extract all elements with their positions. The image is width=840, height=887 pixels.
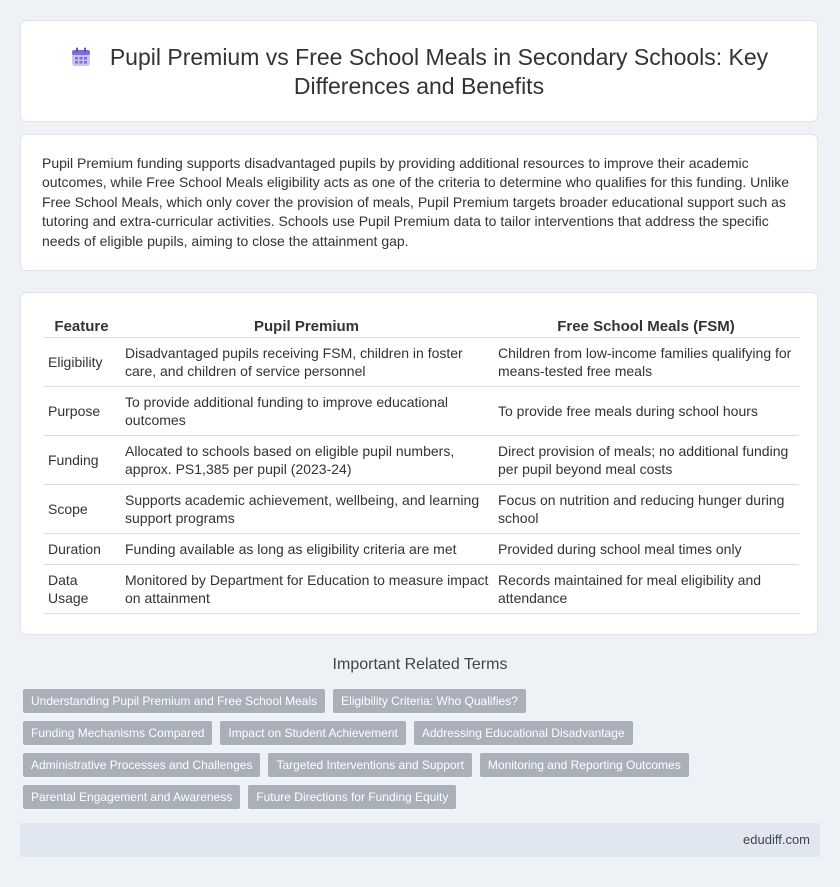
header-pupil-premium: Pupil Premium: [120, 315, 493, 338]
row-feature: Eligibility: [43, 338, 120, 387]
related-terms-list: [23, 689, 713, 809]
related-term-tag[interactable]: Targeted Interventions and Support: [268, 753, 471, 777]
intro-paragraph: Pupil Premium funding supports disadvantaged pupils by providing additional resources to improve their academic outcomes, while Free School Meals eligibility acts as one of the criteria to determine who qualifies for this funding. Unlike Free School Meals, which only cover the provision of meals, Pupil Premium targets broader educational support such as tutoring and extra-curricular activities. Schools use Pupil Premium data to tailor interventions that address the specific needs of eligible pupils, aiming to close the attainment gap.: [42, 155, 790, 249]
footer-site-link[interactable]: edudiff.com: [743, 832, 810, 847]
calendar-icon: [70, 46, 92, 68]
row-feature: Scope: [43, 485, 120, 534]
related-terms-title: Important Related Terms: [332, 656, 508, 673]
row-feature: Data Usage: [43, 565, 120, 614]
related-term-tag[interactable]: Future Directions for Funding Equity: [248, 785, 456, 809]
title-card: [20, 20, 818, 122]
row-pupil-premium: Monitored by Department for Education to measure impact on attainment: [120, 565, 493, 614]
row-fsm: Records maintained for meal eligibility and attendance: [493, 565, 799, 614]
row-pupil-premium: Funding available as long as eligibility criteria are met: [120, 534, 493, 565]
row-pupil-premium: To provide additional funding to improve educational outcomes: [120, 387, 493, 436]
related-term-tag[interactable]: Administrative Processes and Challenges: [23, 753, 260, 777]
comparison-table: [43, 315, 799, 614]
intro-card: [20, 134, 818, 271]
related-term-tag[interactable]: Funding Mechanisms Compared: [23, 721, 212, 745]
row-pupil-premium: Allocated to schools based on eligible pupil numbers, approx. PS1,385 per pupil (2023-24): [120, 436, 493, 485]
row-fsm: Direct provision of meals; no additional funding per pupil beyond meal costs: [493, 436, 799, 485]
related-term-tag[interactable]: Impact on Student Achievement: [220, 721, 405, 745]
row-feature: Funding: [43, 436, 120, 485]
row-fsm: Provided during school meal times only: [493, 534, 799, 565]
comparison-card: [20, 292, 818, 635]
row-pupil-premium: Supports academic achievement, wellbeing, and learning support programs: [120, 485, 493, 534]
table-row: [43, 436, 799, 485]
footer: [20, 823, 820, 857]
row-pupil-premium: Disadvantaged pupils receiving FSM, children in foster care, and children of service personnel: [120, 338, 493, 387]
related-term-tag[interactable]: Parental Engagement and Awareness: [23, 785, 240, 809]
header-fsm: Free School Meals (FSM): [493, 315, 799, 338]
table-row: [43, 565, 799, 614]
table-header-row: [43, 315, 799, 338]
table-row: [43, 387, 799, 436]
table-row: [43, 338, 799, 387]
table-row: [43, 485, 799, 534]
related-term-tag[interactable]: Eligibility Criteria: Who Qualifies?: [333, 689, 526, 713]
table-row: [43, 534, 799, 565]
row-fsm: Focus on nutrition and reducing hunger during school: [493, 485, 799, 534]
related-term-tag[interactable]: Monitoring and Reporting Outcomes: [480, 753, 689, 777]
row-fsm: Children from low-income families qualifying for means-tested free meals: [493, 338, 799, 387]
header-feature: Feature: [43, 315, 120, 338]
row-feature: Duration: [43, 534, 120, 565]
row-fsm: To provide free meals during school hours: [493, 387, 799, 436]
row-feature: Purpose: [43, 387, 120, 436]
title-wrap: [21, 43, 817, 101]
related-term-tag[interactable]: Addressing Educational Disadvantage: [414, 721, 633, 745]
page-title: [70, 44, 768, 99]
page-title-text: Pupil Premium vs Free School Meals in Secondary Schools: Key Differences and Benefits: [109, 44, 769, 99]
related-term-tag[interactable]: Understanding Pupil Premium and Free School Meals: [23, 689, 325, 713]
